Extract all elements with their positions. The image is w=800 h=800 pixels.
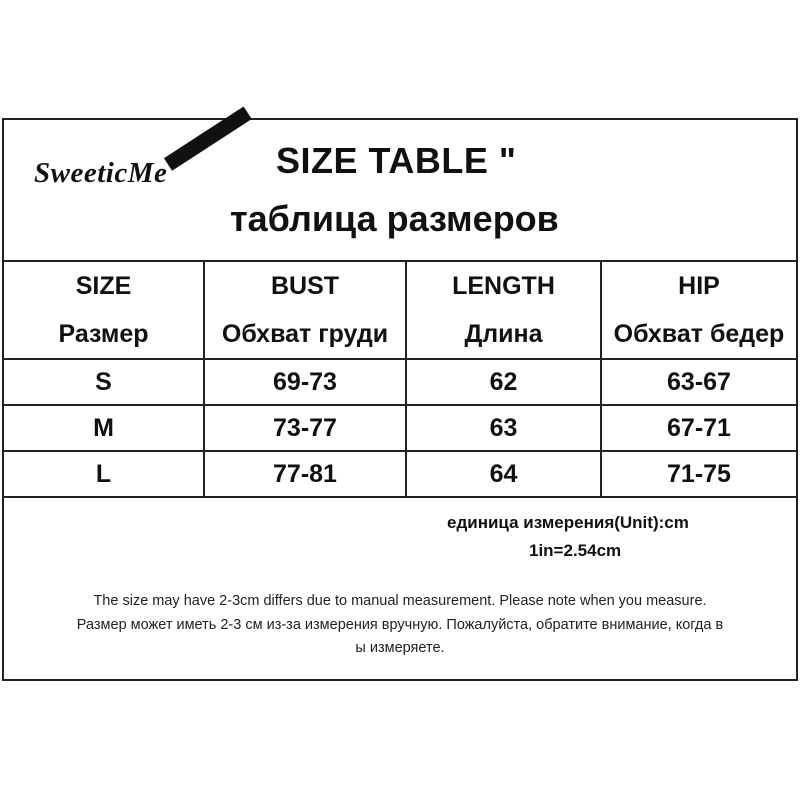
cell-hip: 67-71	[601, 405, 796, 451]
header-size	[4, 262, 204, 359]
cell-size: M	[4, 405, 204, 451]
measurement-note-ru-line1: Размер может иметь 2-3 см из-за измерения вручную. Пожалуйста, обратите внимание, когда в	[76, 617, 724, 633]
header-bust	[204, 262, 406, 359]
table-row	[4, 405, 796, 451]
header-hip-en: HIP	[678, 272, 720, 300]
header-length-en: LENGTH	[452, 272, 555, 300]
table-row	[4, 451, 796, 497]
header-hip-ru: Обхват бедер	[613, 320, 785, 348]
brand-logo-text: SweeticMe	[34, 157, 168, 189]
header-length	[406, 262, 601, 359]
header-size-ru: Размер	[58, 320, 149, 348]
inch-conversion-note: 1in=2.54cm	[529, 541, 622, 560]
measurement-note-en: The size may have 2-3cm differs due to manual measurement. Please note when you measure.	[93, 593, 707, 609]
cell-bust: 73-77	[204, 405, 406, 451]
header-bust-ru: Обхват груди	[221, 320, 389, 348]
chart-header	[4, 120, 796, 262]
cell-bust: 77-81	[204, 451, 406, 497]
size-chart-frame	[2, 118, 798, 681]
cell-bust: 69-73	[204, 359, 406, 405]
cell-length: 64	[406, 451, 601, 497]
header-bust-en: BUST	[270, 272, 340, 300]
cell-length: 63	[406, 405, 601, 451]
unit-note: единица измерения(Unit):cm	[447, 513, 689, 532]
header-hip	[601, 262, 796, 359]
title-russian: таблица размеров	[230, 198, 559, 239]
cell-size: L	[4, 451, 204, 497]
table-header-row	[4, 262, 796, 359]
header-length-ru: Длина	[464, 320, 543, 348]
cell-hip: 71-75	[601, 451, 796, 497]
title-english: SIZE TABLE "	[276, 140, 517, 181]
brand-logo	[34, 127, 254, 207]
header-size-en: SIZE	[75, 272, 132, 300]
cell-size: S	[4, 359, 204, 405]
logo-slash-bar	[164, 106, 252, 170]
measurement-note-ru-line2: ы измеряете.	[355, 640, 445, 656]
cell-hip: 63-67	[601, 359, 796, 405]
table-row	[4, 359, 796, 405]
size-table	[4, 262, 796, 498]
cell-length: 62	[406, 359, 601, 405]
